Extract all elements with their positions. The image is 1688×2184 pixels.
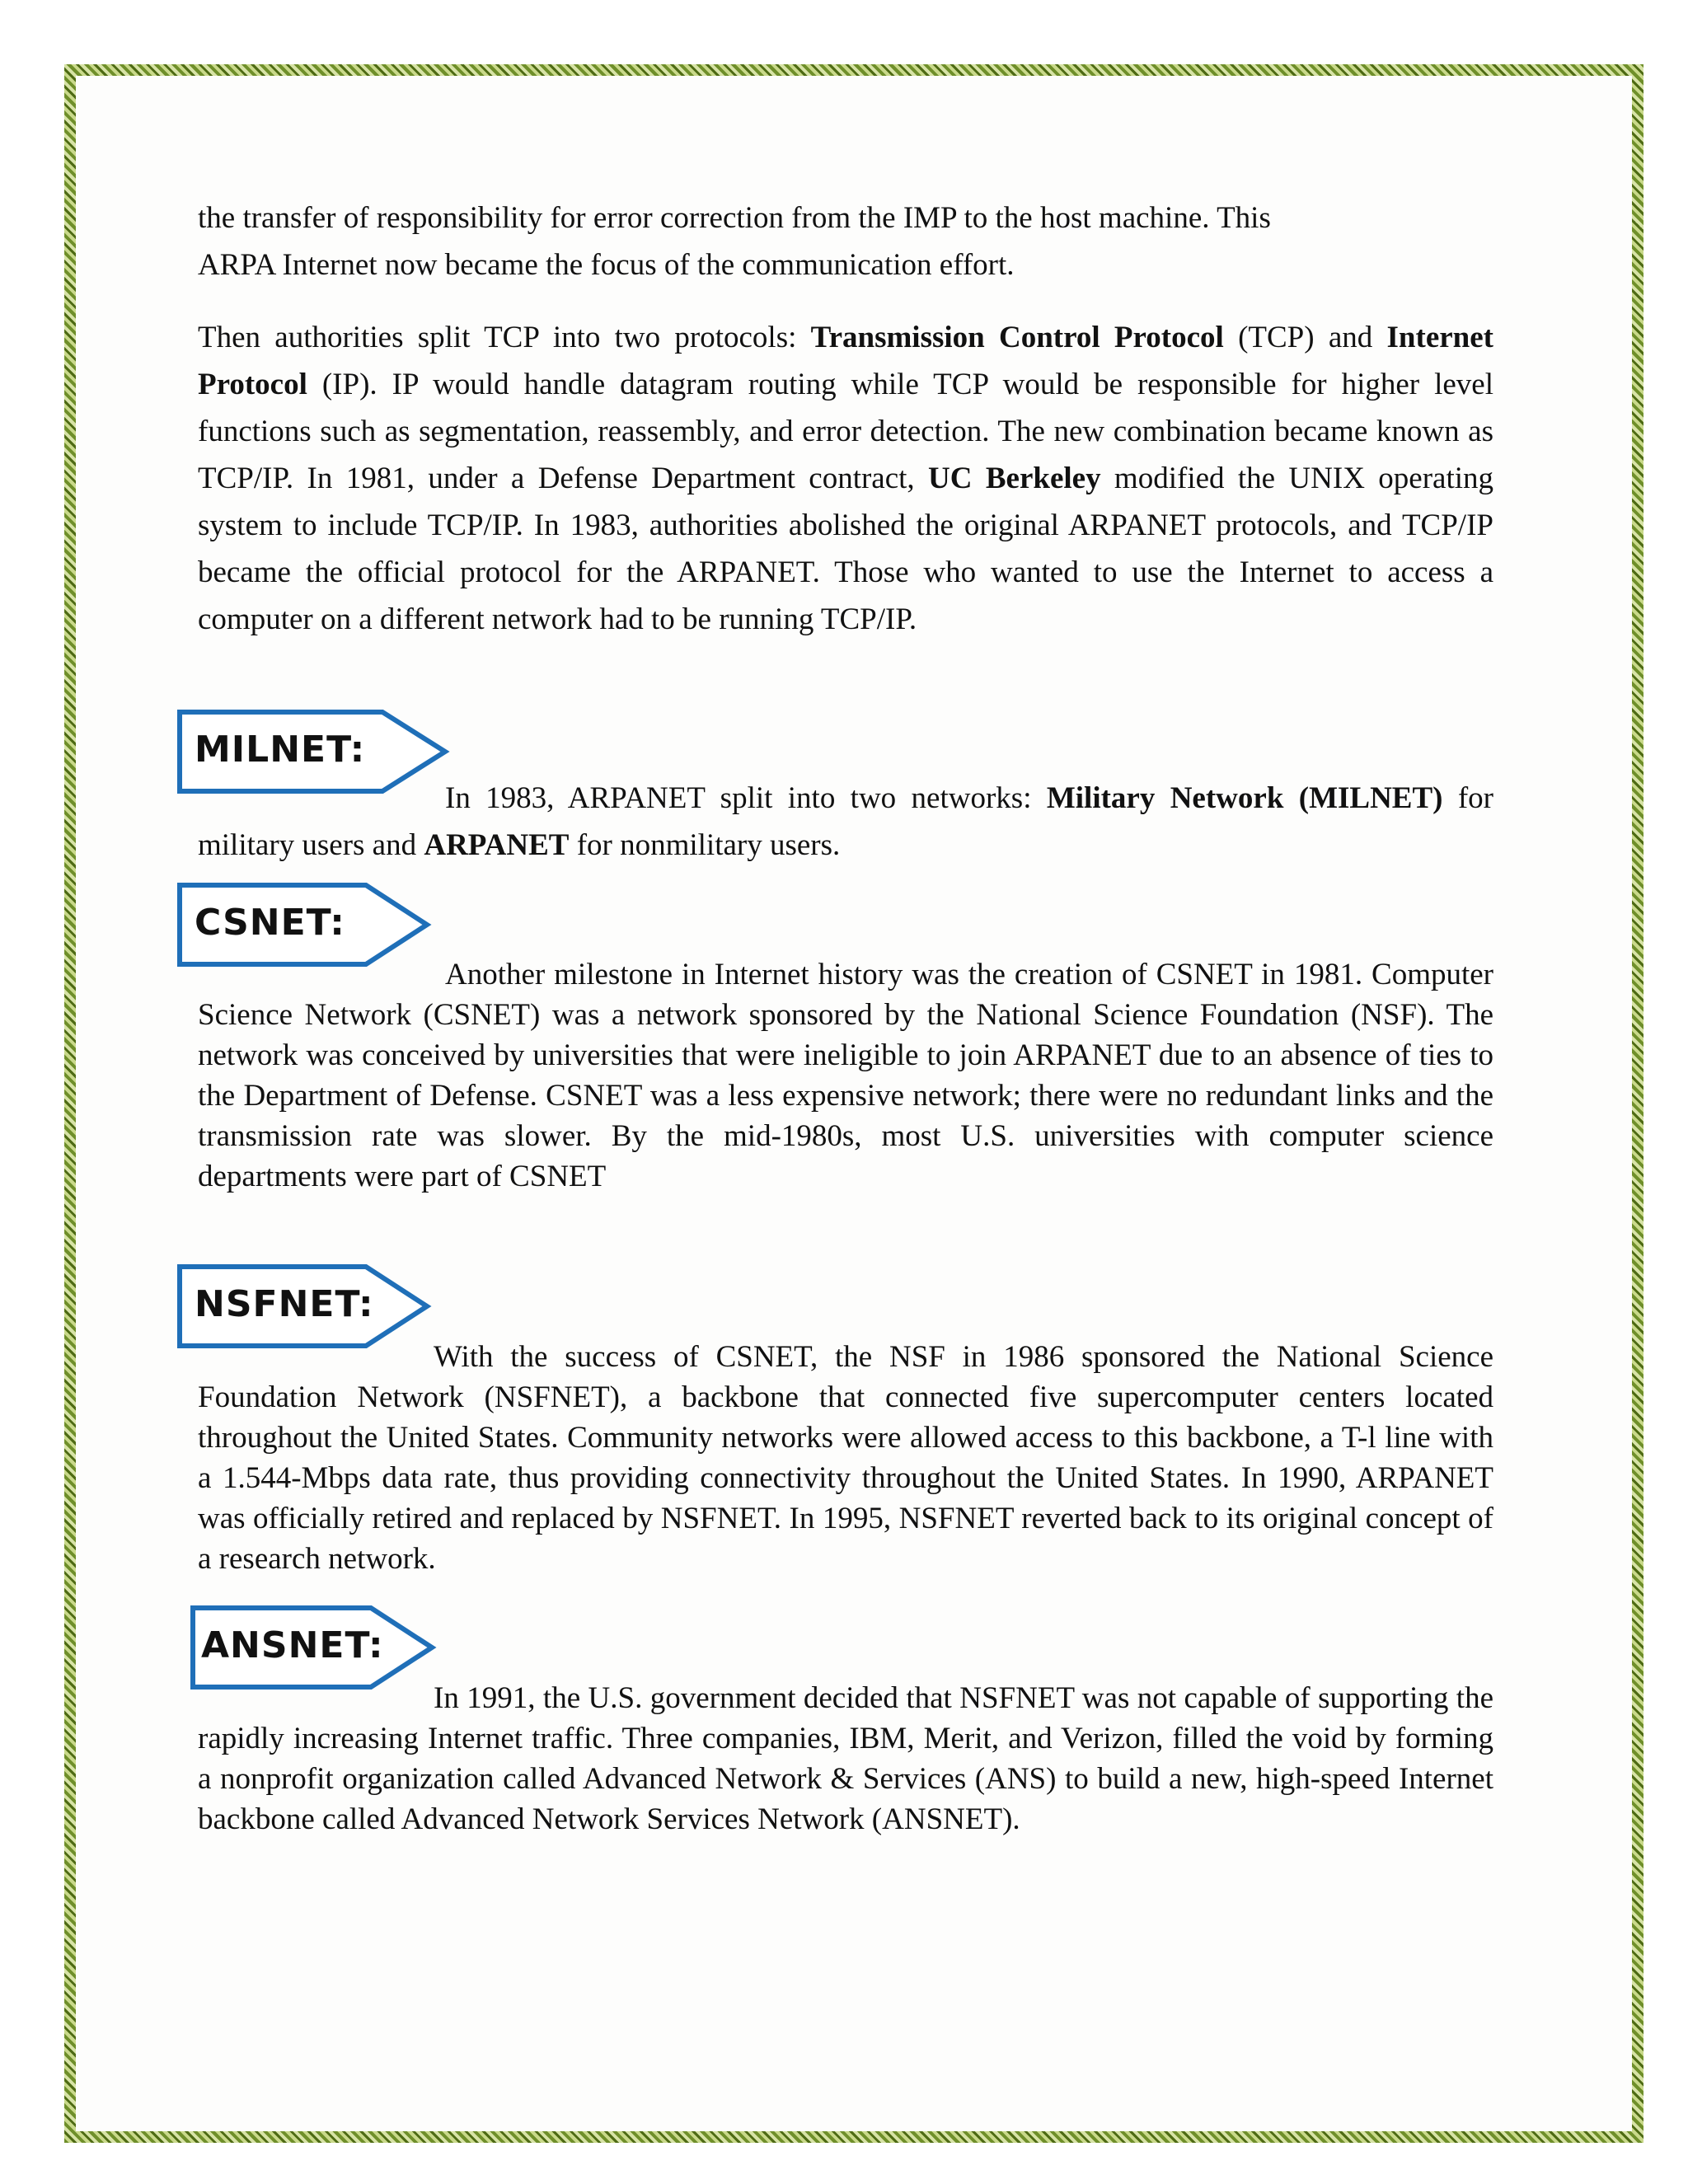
nsfnet-heading: NSFNET: bbox=[195, 1283, 374, 1325]
csnet-heading-tag bbox=[176, 882, 432, 964]
csnet-paragraph: Another milestone in Internet history was the creation of CSNET in 1981. Computer Science Network (CSNET) was a network sponsored by the National Science Foundation (NSF). The network was conceived by universities that were ineligible to join ARPANET due to an absence of ties to the Department of Defense. CSNET was a less expensive network; there were no redundant links and the transmission rate was slower. By the mid-1980s, most U.S. universities with computer science departments were part of CSNET bbox=[198, 958, 1493, 1193]
nsfnet-paragraph: With the success of CSNET, the NSF in 1986 sponsored the National Science Foundation Network (NSFNET), a backbone that connected five supercomputer centers located throughout the United States. Community networks were allowed access to this backbone, a T-l line with a 1.544-Mbps data rate, thus providing connectivity throughout the United States. In 1990, ARPANET was officially retired and replaced by NSFNET. In 1995, NSFNET reverted back to its original concept of a research network. bbox=[198, 1340, 1493, 1576]
tcpip-text-2: (TCP) and bbox=[1223, 321, 1387, 354]
milnet-term: Military Network (MILNET) bbox=[1046, 781, 1443, 815]
intro-line-2: ARPA Internet now became the focus of the communication effort. bbox=[198, 248, 1015, 282]
uc-berkeley-term: UC Berkeley bbox=[928, 462, 1101, 495]
milnet-text-2: for military users and bbox=[198, 781, 1493, 862]
milnet-heading: MILNET: bbox=[195, 729, 366, 771]
nsfnet-heading-tag bbox=[176, 1263, 432, 1346]
milnet-paragraph bbox=[198, 775, 1493, 869]
tcpip-text-3: (IP). IP would handle datagram routing while TCP would be responsible for higher level functions such as segmentation, reassembly, and error detection. The new combination became known as TCP/IP. In 1981, under a Defense Department contract, bbox=[198, 368, 1493, 495]
intro-paragraph bbox=[198, 194, 1493, 288]
csnet-heading: CSNET: bbox=[195, 902, 345, 944]
milnet-text-1: In 1983, ARPANET split into two networks: bbox=[445, 781, 1047, 815]
ansnet-paragraph: In 1991, the U.S. government decided that NSFNET was not capable of supporting the rapidly increasing Internet traffic. Three companies, IBM, Merit, and Verizon, filled the void by forming a nonprofit organization called Advanced Network & Services (ANS) to build a new, high-speed Internet backbone called Advanced Network Services Network (ANSNET). bbox=[198, 1681, 1493, 1836]
intro-line-1: the transfer of responsibility for error correction from the IMP to the host machine. This bbox=[198, 201, 1271, 235]
tcpip-text-1: Then authorities split TCP into two protocols: bbox=[198, 321, 811, 354]
milnet-text-3: for nonmilitary users. bbox=[569, 828, 841, 862]
ip-term: Internet Protocol bbox=[198, 321, 1493, 401]
ansnet-heading: ANSNET: bbox=[201, 1624, 384, 1666]
tcpip-text-4: modified the UNIX operating system to include TCP/IP. In 1983, authorities abolished the original ARPANET protocols, and TCP/IP became the official protocol for the ARPANET. Those who wanted to use the Internet to access a computer on a different network had to be running TCP/IP. bbox=[198, 462, 1493, 636]
tcpip-paragraph bbox=[198, 314, 1493, 643]
tcp-term: Transmission Control Protocol bbox=[810, 321, 1224, 354]
arpanet-term: ARPANET bbox=[424, 828, 570, 862]
ansnet-heading-tag bbox=[190, 1605, 437, 1687]
